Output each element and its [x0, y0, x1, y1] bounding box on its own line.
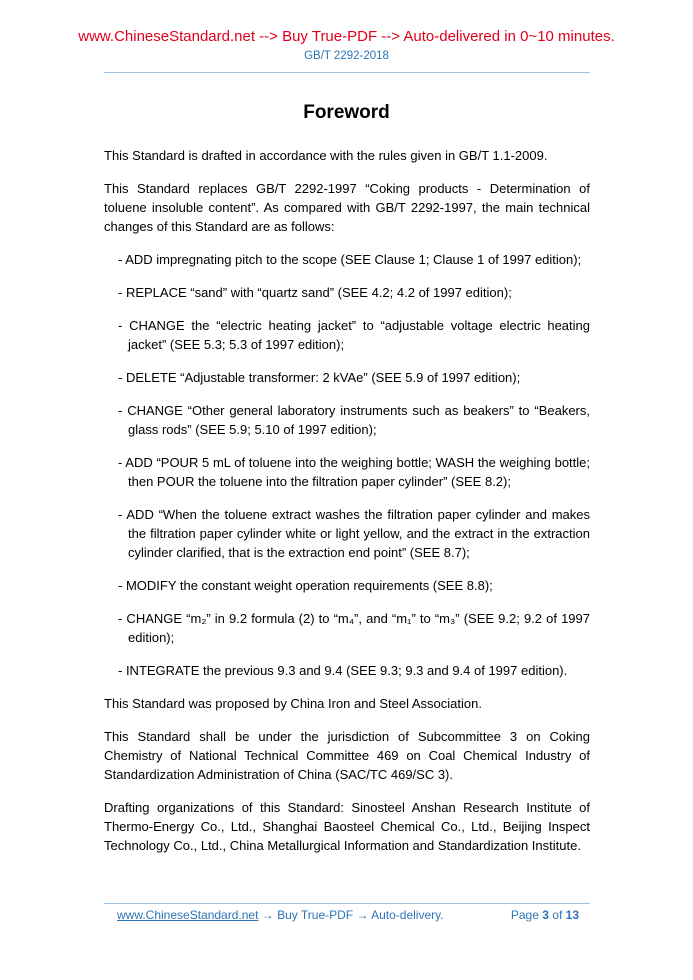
footer-divider: [104, 903, 590, 904]
list-item: - MODIFY the constant weight operation requirements (SEE 8.8);: [118, 578, 493, 593]
list-item: - CHANGE “m₂” in 9.2 formula (2) to “m₄”, and “m₁” to “m₃” (SEE 9.2; 9.2 of 1997 edition);: [118, 611, 590, 645]
list-item: - DELETE “Adjustable transformer: 2 kVAe” (SEE 5.9 of 1997 edition);: [118, 370, 521, 385]
document-body: [104, 146, 590, 869]
list-item: - ADD “When the toluene extract washes the filtration paper cylinder and makes the filtration paper cylinder white or light yellow, and the extract in the extraction cylinder clarified, that is the extraction end point” (SEE 8.7);: [118, 507, 590, 560]
list-item: - CHANGE “Other general laboratory instruments such as beakers” to “Beakers, glass rods” (SEE 5.9; 5.10 of 1997 edition);: [118, 403, 590, 437]
list-item: - ADD “POUR 5 mL of toluene into the weighing bottle; WASH the weighing bottle; then POUR the toluene into the filtration paper cylinder” (SEE 8.2);: [118, 455, 590, 489]
header-banner: www.ChineseStandard.net --> Buy True-PDF --> Auto-delivered in 0~10 minutes.: [78, 28, 615, 45]
footer: [117, 908, 579, 922]
page-total: 13: [565, 908, 579, 922]
paragraph: This Standard is drafted in accordance with the rules given in GB/T 1.1-2009.: [104, 148, 548, 163]
footer-site-link[interactable]: www.ChineseStandard.net: [117, 908, 259, 922]
page-title: Foreword: [303, 102, 390, 123]
list-item: - ADD impregnating pitch to the scope (SEE Clause 1; Clause 1 of 1997 edition);: [118, 252, 582, 267]
header-divider: [104, 72, 590, 73]
list-item: - REPLACE “sand” with “quartz sand” (SEE 4.2; 4.2 of 1997 edition);: [118, 285, 512, 300]
paragraph: Drafting organizations of this Standard: Sinosteel Anshan Research Institute of Thermo-Energy Co., Ltd., Shanghai Baosteel Chemical Co., Ltd., Beijing Inspect Technology Co., Ltd., China Metallurgical Information and Standardization Institute.: [104, 800, 590, 853]
page-current: 3: [542, 908, 549, 922]
list-item: - CHANGE the “electric heating jacket” to “adjustable voltage electric heating jacket” (SEE 5.3; 5.3 of 1997 edition);: [118, 318, 590, 352]
page-indicator: Page 3 of 13: [510, 908, 579, 922]
list-item: - INTEGRATE the previous 9.3 and 9.4 (SEE 9.3; 9.3 and 9.4 of 1997 edition).: [118, 663, 568, 678]
footer-links: [117, 908, 444, 922]
paragraph: This Standard replaces GB/T 2292-1997 “Coking products - Determination of toluene insoluble content”. As compared with GB/T 2292-1997, the main technical changes of this Standard are as follows:: [104, 181, 590, 234]
changes-list: [104, 250, 590, 680]
footer-text: → Buy True-PDF → Auto-delivery.: [258, 908, 444, 922]
header-standard-number: GB/T 2292-2018: [304, 50, 389, 62]
paragraph: This Standard was proposed by China Iron and Steel Association.: [104, 696, 482, 711]
paragraph: This Standard shall be under the jurisdiction of Subcommittee 3 on Coking Chemistry of National Technical Committee 469 on Coal Chemical Industry of Standardization Administration of China (SAC/TC 469/SC 3).: [104, 729, 590, 782]
